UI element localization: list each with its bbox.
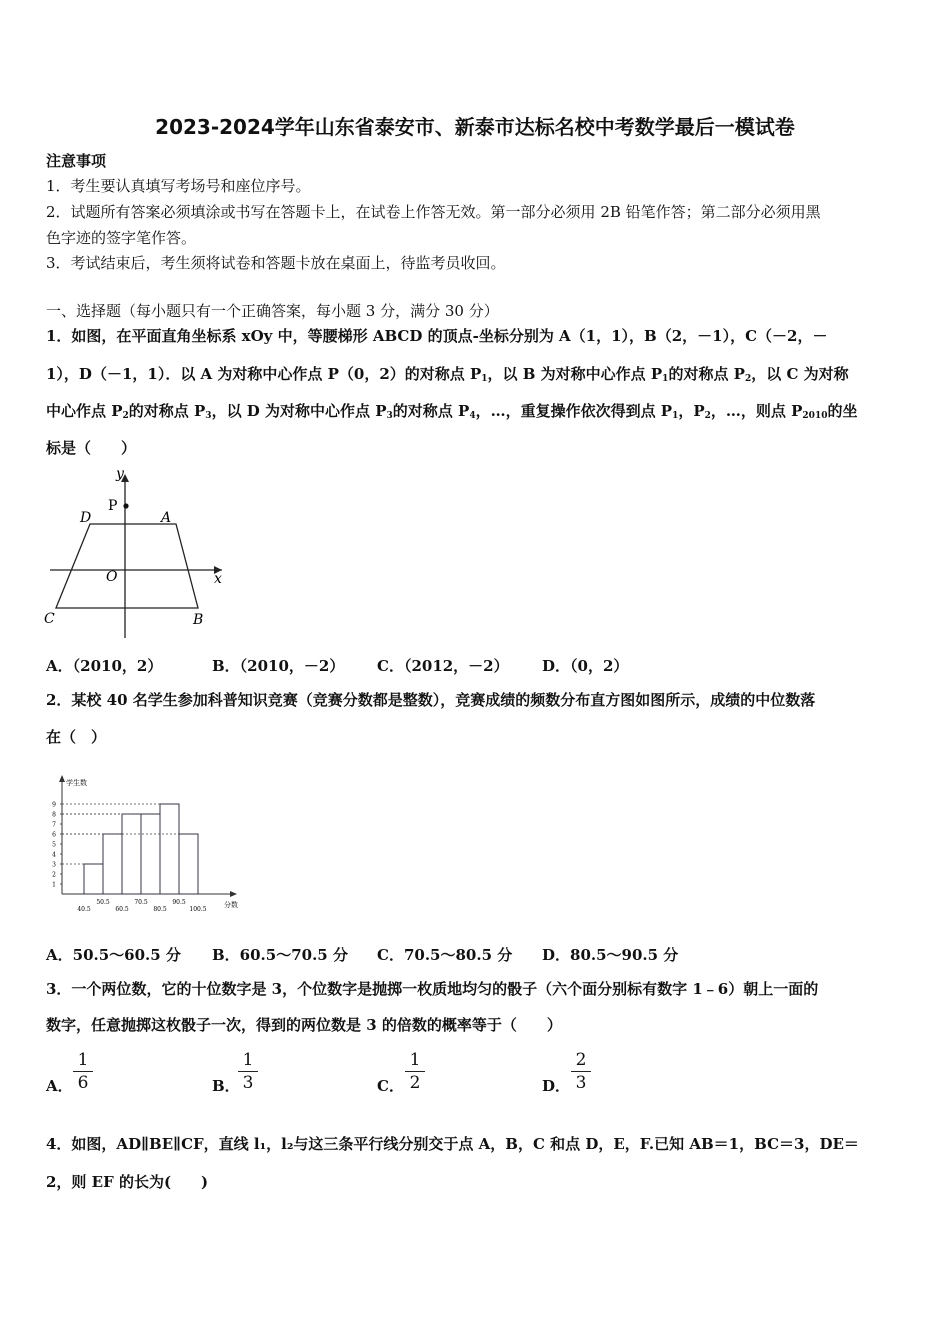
- histogram-y-tick: 2: [52, 871, 56, 879]
- histogram-x-tick: 40.5: [77, 906, 91, 913]
- origin-label: O: [106, 569, 118, 585]
- q1-line1: 1．如图，在平面直角坐标系 xOy 中，等腰梯形 ABCD 的顶点-坐标分别为 A（1，1），B（2，－1），C（－2，－: [46, 327, 828, 345]
- q2-option-a[interactable]: A．50.5～60.5 分: [46, 946, 181, 964]
- histogram-x-tick: 90.5: [172, 899, 186, 906]
- histogram-x-tick: 100.5: [189, 906, 207, 913]
- y-axis-label: y: [116, 466, 124, 482]
- q3-option-b-label[interactable]: B．: [212, 1077, 240, 1095]
- section-heading: 一、选择题（每小题只有一个正确答案，每小题 3 分，满分 30 分）: [46, 302, 499, 320]
- histogram-y-tick: 5: [52, 841, 56, 849]
- point-d-label: D: [80, 510, 92, 526]
- q1-option-c[interactable]: C．（2012，－2）: [377, 657, 509, 675]
- notice-item-1: 1．考生要认真填写考场号和座位序号。: [46, 177, 311, 195]
- histogram-bar-1: [84, 864, 103, 894]
- notice-item-3: 3．考试结束后，考生须将试卷和答题卡放在桌面上，待监考员收回。: [46, 254, 506, 272]
- histogram-x-tick: 80.5: [153, 906, 167, 913]
- q1-option-b[interactable]: B．（2010，－2）: [212, 657, 345, 675]
- histogram-y-tick: 9: [52, 801, 56, 809]
- notice-item-2: 2．试题所有答案必须填涂或书写在答题卡上，在试卷上作答无效。第一部分必须用 2B 铅笔作答；第二部分必须用黑: [46, 203, 821, 221]
- q4-line1: 4．如图，AD∥BE∥CF，直线 l₁，l₂与这三条平行线分别交于点 A，B，C 和点 D，E，F.已知 AB＝1，BC＝3，DE＝: [46, 1135, 859, 1153]
- q3-option-d-label[interactable]: D．: [542, 1077, 571, 1095]
- histogram-y-label: 学生数: [66, 779, 87, 787]
- point-a-label: A: [161, 510, 172, 526]
- histogram-x-tick: 70.5: [134, 899, 148, 906]
- histogram-bar-3: [122, 814, 141, 894]
- q1-option-a[interactable]: A．（2010，2）: [46, 657, 163, 675]
- point-p-label: P: [108, 498, 118, 514]
- q3-line1: 3．一个两位数，它的十位数字是 3，个位数字是抛掷一枚质地均匀的骰子（六个面分别标有数字 1﹣6）朝上一面的: [46, 980, 819, 998]
- histogram-y-tick: 3: [52, 861, 56, 869]
- point-p: [123, 503, 128, 508]
- histogram-bar-2: [103, 834, 122, 894]
- x-axis-label: x: [214, 571, 222, 587]
- q1-line2: 1），D（－1，1）．以 A 为对称中心作点 P（0，2）的对称点 $P_1$，以 B 为对称中心作点 $P_1$的对称点 $P_2$，以 C 为对称: [46, 365, 849, 384]
- point-c-label: C: [44, 611, 55, 627]
- histogram-y-arrow: [59, 775, 65, 782]
- histogram-bar-5: [160, 804, 179, 894]
- q4-line2: 2，则 EF 的长为( ): [46, 1173, 209, 1191]
- q2-option-b[interactable]: B．60.5～70.5 分: [212, 946, 348, 964]
- q2-line1: 2．某校 40 名学生参加科普知识竞赛（竞赛分数都是整数），竞赛成绩的频数分布直方图如图所示，成绩的中位数落: [46, 691, 816, 709]
- histogram-x-arrow: [230, 891, 237, 897]
- q3-option-c-label[interactable]: C．: [377, 1077, 404, 1095]
- q1-trapezoid-figure: [44, 466, 230, 644]
- q2-option-c[interactable]: C．70.5～80.5 分: [377, 946, 513, 964]
- histogram-x-label: 分数: [224, 901, 238, 909]
- q3-line2: 数字，任意抛掷这枚骰子一次，得到的两位数是 3 的倍数的概率等于（ ）: [46, 1016, 562, 1034]
- trapezoid-abcd: [56, 524, 198, 608]
- q3-option-c-fraction[interactable]: 1 2: [405, 1050, 425, 1093]
- q1-line3: 中心作点 $P_2$的对称点 $P_3$，以 D 为对称中心作点 $P_3$的对称点 $P_4$，…，重复操作依次得到点 $P_1$，$P_2$，…，则点 $P_{2010}$的坐: [46, 402, 858, 421]
- notice-heading: 注意事项: [46, 152, 107, 170]
- q1-option-d[interactable]: D．（0，2）: [542, 657, 629, 675]
- histogram-y-tick: 7: [52, 821, 56, 829]
- histogram-bar-6: [179, 834, 198, 894]
- q3-option-b-fraction[interactable]: 1 3: [238, 1050, 258, 1093]
- histogram-y-tick: 1: [52, 881, 56, 889]
- q2-histogram: [44, 772, 244, 918]
- point-b-label: B: [193, 612, 204, 628]
- histogram-y-tick: 4: [52, 851, 56, 859]
- histogram-x-tick: 50.5: [96, 899, 110, 906]
- histogram-y-tick: 6: [52, 831, 56, 839]
- histogram-bar-4: [141, 814, 160, 894]
- q2-option-d[interactable]: D．80.5～90.5 分: [542, 946, 679, 964]
- q3-option-a-fraction[interactable]: 1 6: [73, 1050, 93, 1093]
- q3-option-d-fraction[interactable]: 2 3: [571, 1050, 591, 1093]
- q1-line4: 标是（ ）: [46, 439, 137, 457]
- q3-option-a-label[interactable]: A．: [46, 1077, 73, 1095]
- histogram-y-tick: 8: [52, 811, 56, 819]
- notice-item-2-cont: 色字迹的签字笔作答。: [46, 229, 197, 247]
- histogram-x-tick: 60.5: [115, 906, 129, 913]
- q2-line2: 在（ ）: [46, 728, 107, 746]
- page-title: 2023-2024学年山东省泰安市、新泰市达标名校中考数学最后一模试卷: [155, 115, 795, 139]
